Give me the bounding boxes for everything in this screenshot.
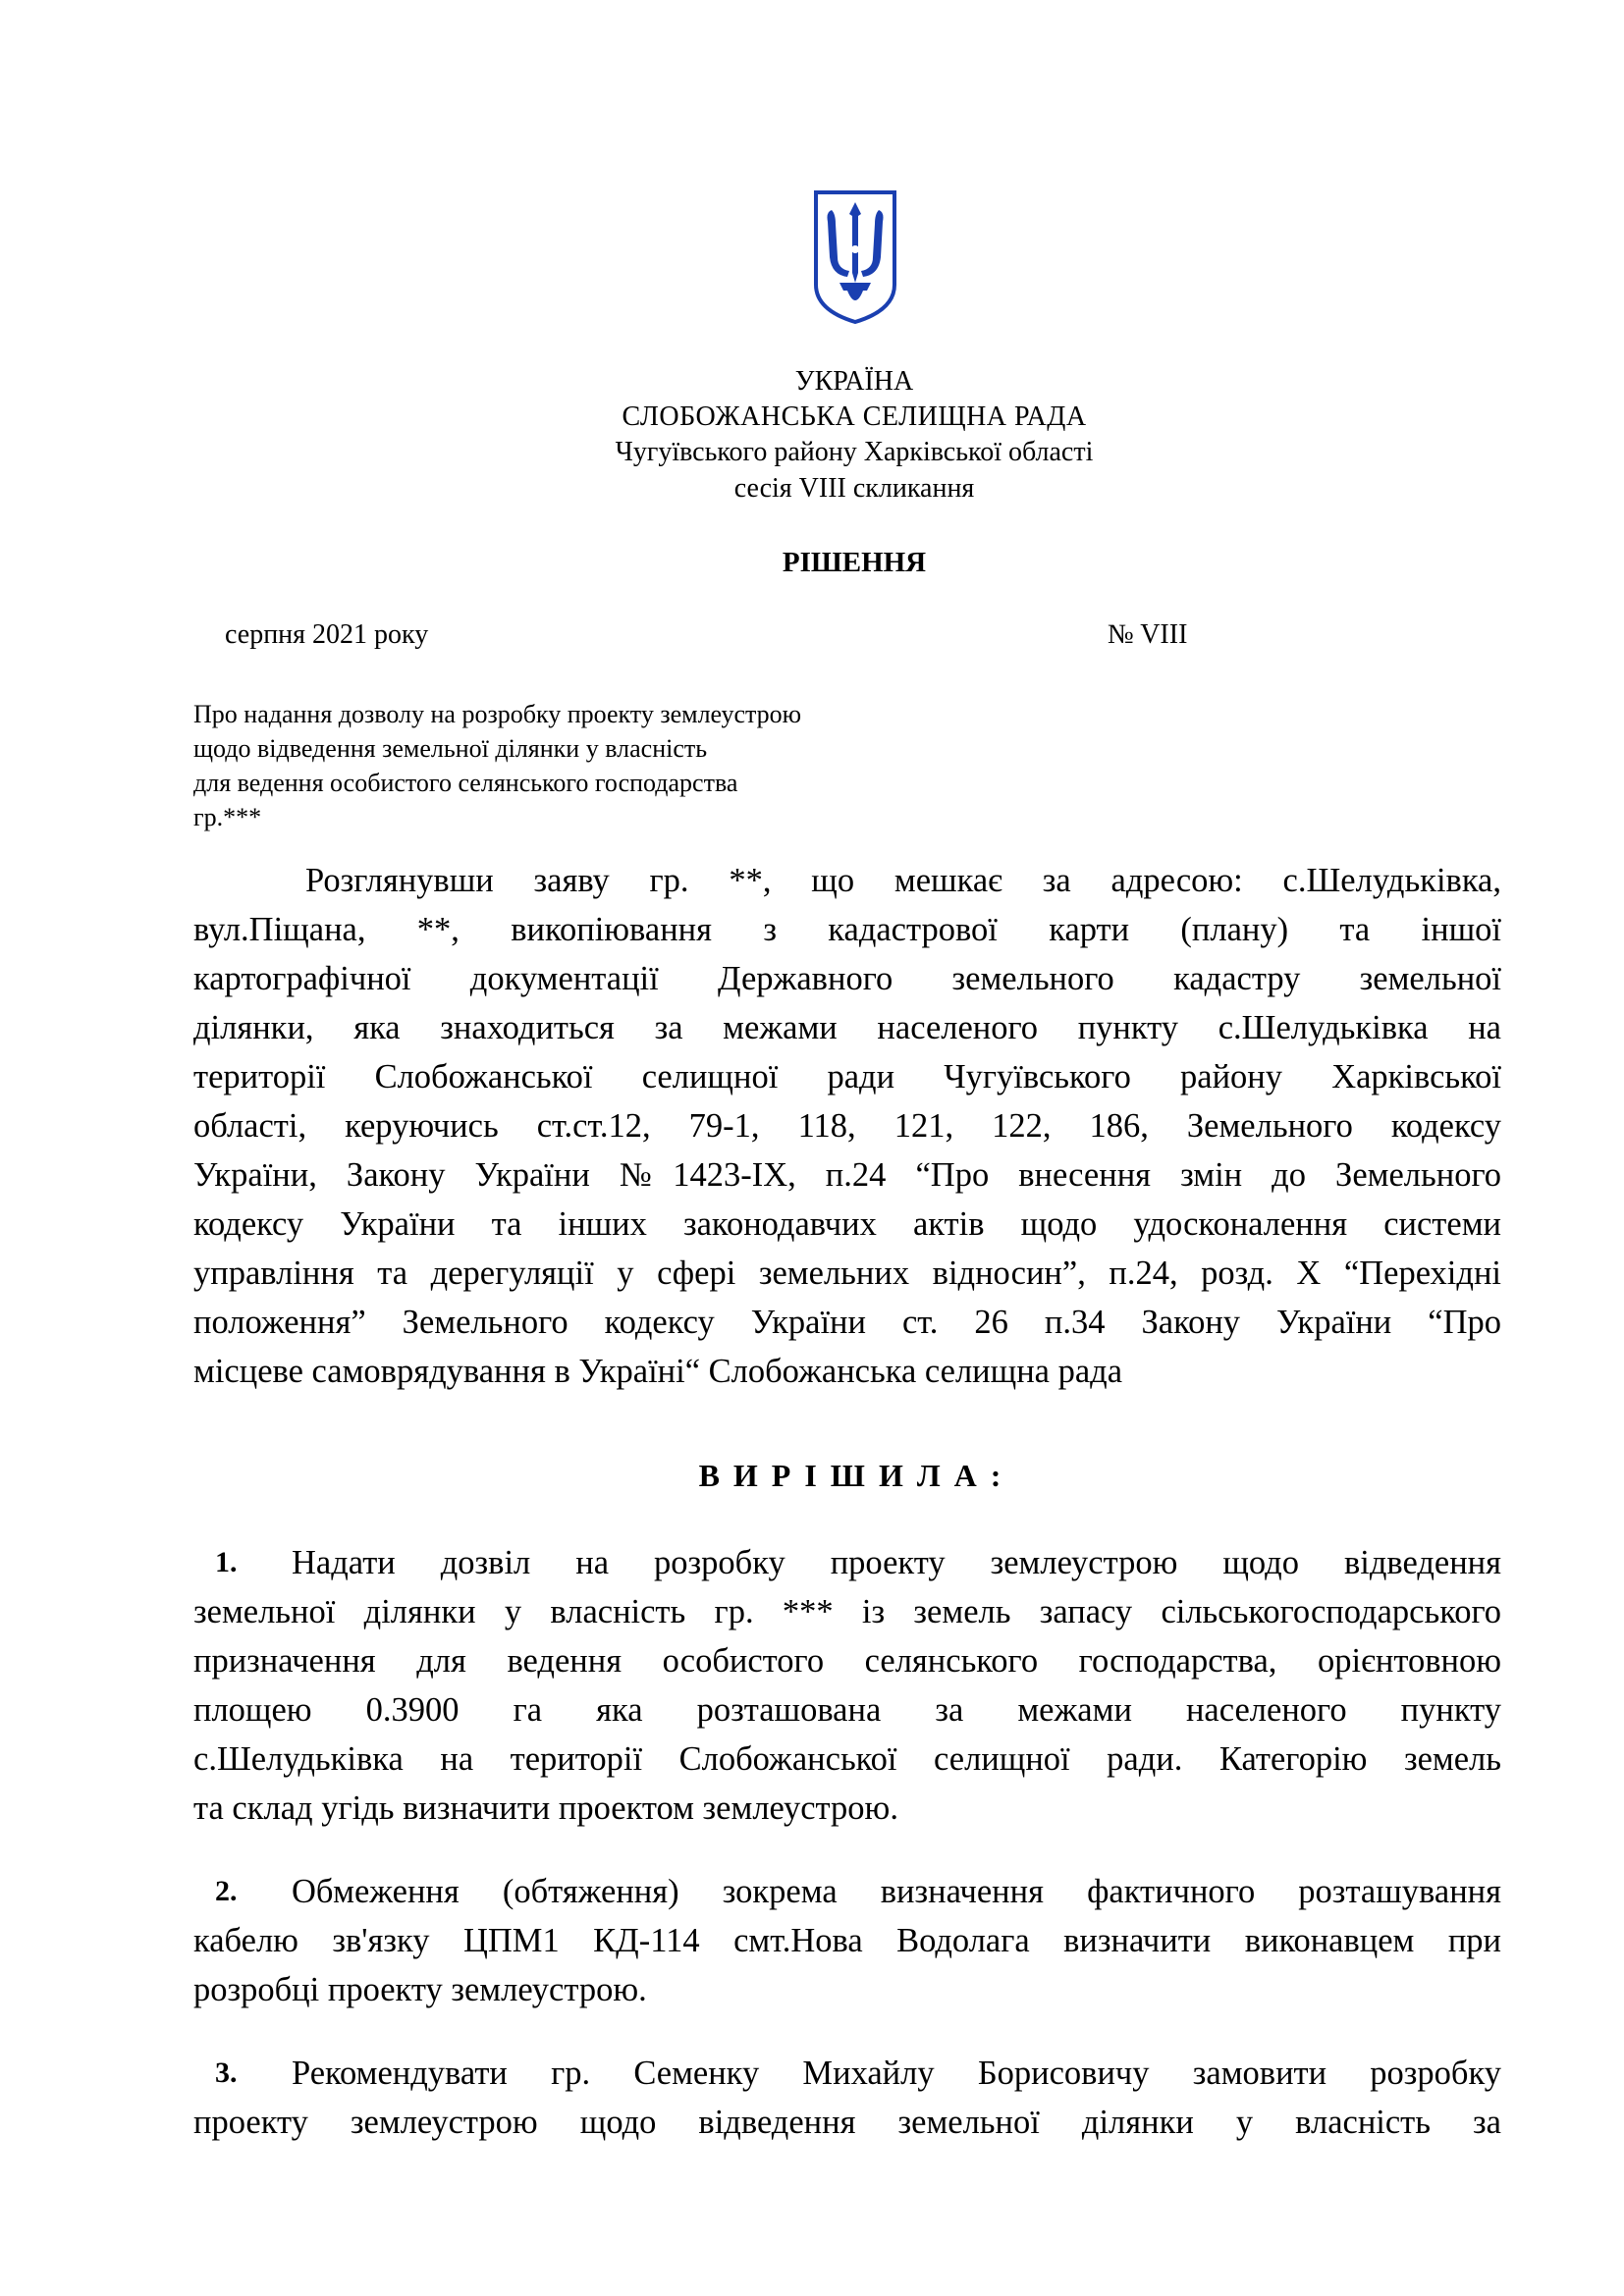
decision-title: РІШЕННЯ bbox=[782, 547, 927, 578]
item-line: с.Шелудьківка на території Слобожанської селищної ради. Категорію земель bbox=[193, 1740, 1501, 1778]
item-number: 2. bbox=[215, 1875, 238, 1907]
preamble-line: території Слобожанської селищної ради Чугуївського району Харківської bbox=[193, 1058, 1501, 1095]
subject-line: для ведення особистого селянського господарства bbox=[193, 769, 738, 797]
preamble-line: ділянки, яка знаходиться за межами населеного пункту с.Шелудьківка на bbox=[193, 1009, 1501, 1046]
item-number: 3. bbox=[215, 2056, 238, 2089]
preamble-line: місцеве самоврядування в Україні“ Слобожанська селищна рада bbox=[193, 1353, 1123, 1390]
preamble-line: Розглянувши заяву гр. **, що мешкає за адресою: с.Шелудьківка, bbox=[305, 862, 1501, 899]
item-number: 1. bbox=[215, 1546, 238, 1578]
item-line: призначення для ведення особистого селянського господарства, орієнтовною bbox=[193, 1642, 1501, 1680]
resolved-heading: ВИРІШИЛА: bbox=[698, 1458, 1015, 1493]
country-title: УКРАЇНА bbox=[794, 366, 914, 397]
item-line: проекту землеустрою щодо відведення земельної ділянки у власність за bbox=[193, 2104, 1501, 2141]
subject-line: гр.*** bbox=[193, 803, 262, 831]
item-line: Надати дозвіл на розробку проекту землеустрою щодо відведення bbox=[292, 1544, 1501, 1581]
subject-line: щодо відведення земельної ділянки у власність bbox=[193, 734, 708, 763]
session-line: сесія VIII скликання bbox=[733, 473, 975, 504]
item-line: земельної ділянки у власність гр. *** із земель запасу сільськогосподарського bbox=[193, 1593, 1501, 1630]
item-line: кабелю зв'язку ЦПМ1 КД-114 смт.Нова Водолага визначити виконавцем при bbox=[193, 1922, 1501, 1959]
preamble-line: вул.Піщана, **, викопіювання з кадастрової карти (плану) та іншої bbox=[193, 911, 1501, 948]
preamble-line: картографічної документації Державного земельного кадастру земельної bbox=[193, 960, 1501, 997]
preamble-line: управління та дерегуляції у сфері земельних відносин”, п.24, розд. Х “Перехідні bbox=[193, 1255, 1501, 1292]
decision-date: серпня 2021 року bbox=[225, 619, 429, 650]
item-line: площею 0.3900 га яка розташована за межами населеного пункту bbox=[193, 1691, 1501, 1729]
preamble-line: України, Закону України №1423-ІХ, п.24 “Про внесення змін до Земельного bbox=[193, 1156, 1501, 1194]
item-line: розробці проекту землеустрою. bbox=[193, 1971, 647, 2008]
district-line: Чугуївського району Харківської області bbox=[615, 437, 1094, 467]
item-line: Рекомендувати гр. Семенку Михайлу Борисовичу замовити розробку bbox=[292, 2055, 1501, 2092]
decision-subject bbox=[193, 697, 959, 834]
decision-number: № VIII bbox=[1108, 619, 1188, 650]
preamble-line: положення” Земельного кодексу України ст. 26 п.34 Закону України “Про bbox=[193, 1304, 1501, 1341]
council-title: СЛОБОЖАНСЬКА СЕЛИЩНА РАДА bbox=[622, 401, 1087, 432]
preamble-line: кодексу України та інших законодавчих актів щодо удосконалення системи bbox=[193, 1205, 1501, 1243]
item-line: та склад угідь визначити проектом землеустрою. bbox=[193, 1789, 898, 1827]
coat-of-arms-icon bbox=[810, 188, 900, 326]
subject-line: Про надання дозволу на розробку проекту землеустрою bbox=[193, 700, 802, 728]
item-line: Обмеження (обтяження) зокрема визначення фактичного розташування bbox=[292, 1873, 1501, 1910]
preamble-line: області, керуючись ст.ст.12, 79-1, 118, 121, 122, 186, Земельного кодексу bbox=[193, 1107, 1501, 1145]
